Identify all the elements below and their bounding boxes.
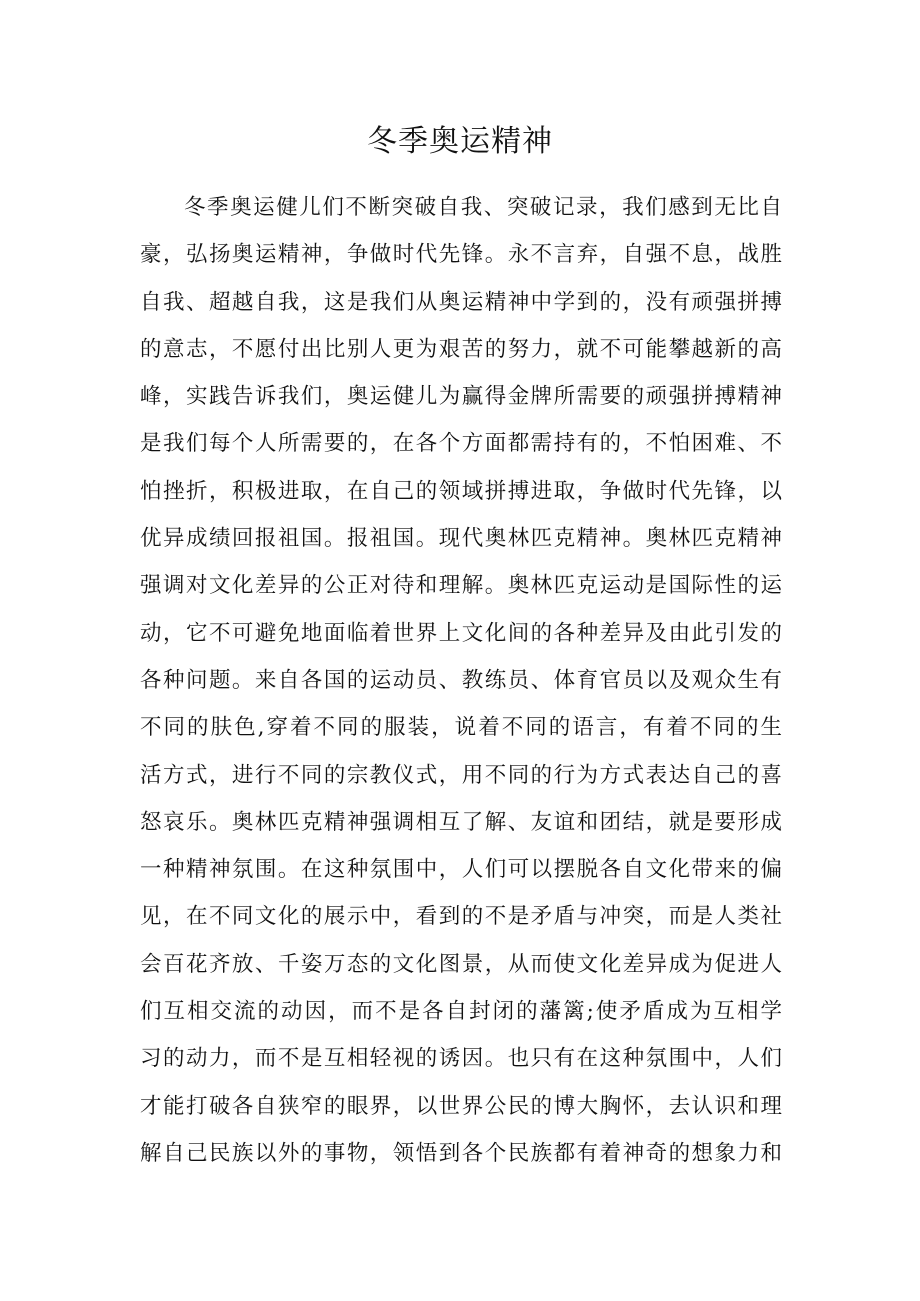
paragraph-line: 冬季奥运健儿们不断突破自我、突破记录，我们感到无比自 (184, 195, 782, 220)
paragraph-line: 怕挫折，积极进取，在自己的领域拼搏进取，争做时代先锋，以 (140, 478, 782, 504)
paragraph-line: 强调对文化差异的公正对待和理解。奥林匹克运动是国际性的运 (140, 573, 782, 599)
paragraph-line: 是我们每个人所需要的，在各个方面都需持有的，不怕困难、不 (140, 431, 782, 457)
paragraph-line: 才能打破各自狭窄的眼界，以世界公民的博大胸怀，去认识和理 (140, 1093, 782, 1119)
paragraph-line: 优异成绩回报祖国。报祖国。现代奥林匹克精神。奥林匹克精神 (140, 526, 782, 552)
paragraph-line: 不同的肤色,穿着不同的服装，说着不同的语言，有着不同的生 (140, 715, 782, 741)
paragraph-line: 习的动力，而不是互相轻视的诱因。也只有在这种氛围中，人们 (140, 1046, 782, 1072)
paragraph-line: 见，在不同文化的展示中，看到的不是矛盾与冲突，而是人类社 (140, 904, 782, 930)
paragraph-line: 自我、超越自我，这是我们从奥运精神中学到的，没有顽强拼搏 (140, 289, 782, 315)
paragraph-line: 一种精神氛围。在这种氛围中，人们可以摆脱各自文化带来的偏 (140, 857, 782, 883)
paragraph-line: 豪，弘扬奥运精神，争做时代先锋。永不言弃，自强不息，战胜 (140, 242, 782, 268)
paragraph-line: 们互相交流的动因，而不是各自封闭的藩篱;使矛盾成为互相学 (140, 999, 782, 1025)
document-title: 冬季奥运精神 (367, 124, 553, 159)
paragraph-line: 活方式，进行不同的宗教仪式，用不同的行为方式表达自己的喜 (140, 762, 782, 788)
paragraph-line: 解自己民族以外的事物，领悟到各个民族都有着神奇的想象力和 (140, 1140, 782, 1166)
paragraph-line: 动，它不可避免地面临着世界上文化间的各种差异及由此引发的 (140, 620, 782, 646)
paragraph-line: 会百花齐放、千姿万态的文化图景，从而使文化差异成为促进人 (140, 951, 782, 977)
paragraph-line: 怒哀乐。奥林匹克精神强调相互了解、友谊和团结，就是要形成 (140, 809, 782, 835)
paragraph-line: 各种问题。来自各国的运动员、教练员、体育官员以及观众生有 (140, 667, 782, 693)
paragraph-line: 峰，实践告诉我们，奥运健儿为赢得金牌所需要的顽强拼搏精神 (140, 384, 782, 410)
paragraph-line: 的意志，不愿付出比别人更为艰苦的努力，就不可能攀越新的高 (140, 336, 782, 362)
document-body (140, 184, 782, 1177)
